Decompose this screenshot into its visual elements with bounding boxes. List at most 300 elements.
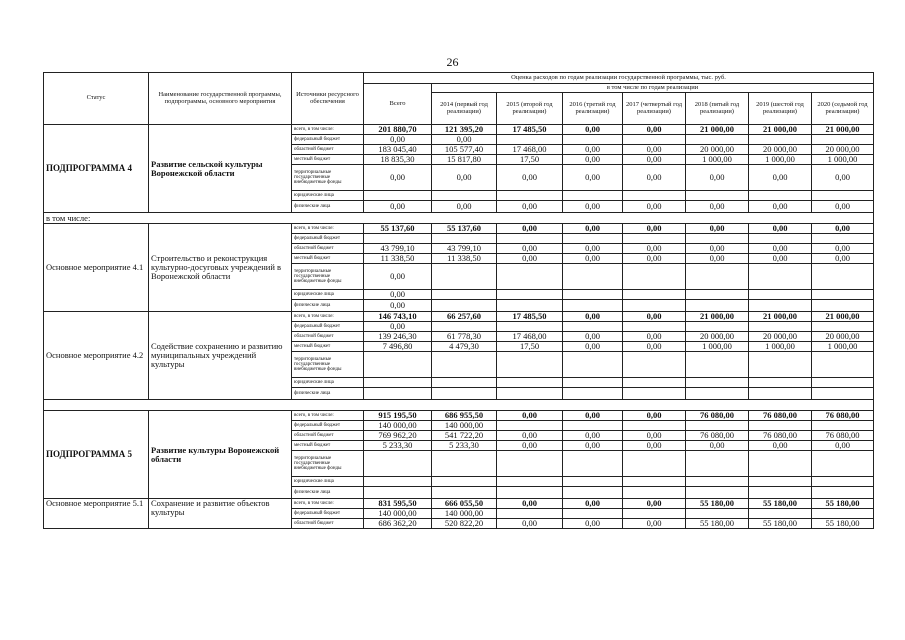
header-status: Статус — [44, 73, 149, 125]
table-row — [44, 411, 874, 421]
value-cell — [749, 290, 812, 300]
in-that-number: в том числе: — [44, 213, 874, 224]
header-year: 2018 (пятый год реализации) — [686, 93, 749, 125]
value-cell: 831 595,50 — [364, 499, 432, 509]
header-year: 2020 (седьмой год реализации) — [812, 93, 874, 125]
source-label: физические лица — [292, 201, 364, 213]
value-cell: 121 395,20 — [432, 125, 497, 135]
value-cell — [749, 264, 812, 290]
header-total: Всего — [364, 84, 432, 125]
value-cell — [749, 191, 812, 201]
value-cell: 15 817,80 — [432, 155, 497, 165]
value-cell: 55 180,00 — [686, 499, 749, 509]
value-cell — [686, 378, 749, 388]
value-cell: 0,00 — [497, 224, 563, 234]
value-cell — [364, 487, 432, 499]
value-cell — [432, 290, 497, 300]
value-cell: 0,00 — [364, 201, 432, 213]
source-label: всего, в том числе: — [292, 312, 364, 322]
value-cell — [749, 300, 812, 312]
value-cell: 20 000,00 — [749, 332, 812, 342]
value-cell: 0,00 — [686, 201, 749, 213]
value-cell: 0,00 — [749, 244, 812, 254]
source-label: юридические лица — [292, 191, 364, 201]
value-cell — [432, 234, 497, 244]
value-cell — [623, 388, 686, 400]
value-cell: 11 338,50 — [432, 254, 497, 264]
value-cell: 0,00 — [364, 165, 432, 191]
value-cell — [812, 234, 874, 244]
value-cell — [623, 290, 686, 300]
value-cell: 17 485,50 — [497, 125, 563, 135]
value-cell: 0,00 — [432, 165, 497, 191]
value-cell — [563, 388, 623, 400]
value-cell: 0,00 — [623, 224, 686, 234]
value-cell — [812, 421, 874, 431]
value-cell — [623, 477, 686, 487]
value-cell: 0,00 — [563, 125, 623, 135]
value-cell: 0,00 — [497, 244, 563, 254]
value-cell — [686, 388, 749, 400]
value-cell: 55 180,00 — [749, 519, 812, 529]
value-cell: 20 000,00 — [686, 332, 749, 342]
value-cell — [563, 135, 623, 145]
value-cell — [812, 388, 874, 400]
value-cell: 0,00 — [749, 224, 812, 234]
value-cell — [497, 234, 563, 244]
value-cell — [749, 509, 812, 519]
value-cell: 0,00 — [623, 499, 686, 509]
value-cell: 55 137,60 — [432, 224, 497, 234]
value-cell — [623, 487, 686, 499]
value-cell — [623, 264, 686, 290]
value-cell: 140 000,00 — [364, 509, 432, 519]
value-cell: 20 000,00 — [812, 332, 874, 342]
value-cell: 0,00 — [563, 224, 623, 234]
value-cell — [749, 135, 812, 145]
value-cell — [749, 378, 812, 388]
block-status: Основное мероприятие 4.2 — [44, 312, 149, 400]
value-cell: 686 955,50 — [432, 411, 497, 421]
value-cell — [497, 290, 563, 300]
source-label: местный бюджет — [292, 155, 364, 165]
value-cell — [686, 451, 749, 477]
value-cell — [364, 451, 432, 477]
value-cell: 0,00 — [563, 519, 623, 529]
value-cell — [812, 300, 874, 312]
value-cell: 0,00 — [563, 431, 623, 441]
value-cell: 1 000,00 — [812, 155, 874, 165]
value-cell: 0,00 — [812, 254, 874, 264]
value-cell — [563, 421, 623, 431]
value-cell — [623, 234, 686, 244]
value-cell — [364, 352, 432, 378]
value-cell: 0,00 — [812, 244, 874, 254]
value-cell — [432, 352, 497, 378]
value-cell: 0,00 — [497, 499, 563, 509]
value-cell — [563, 234, 623, 244]
source-label: территориальные государственные внебюджетные фонды — [292, 451, 364, 477]
value-cell: 140 000,00 — [432, 509, 497, 519]
value-cell: 1 000,00 — [812, 342, 874, 352]
value-cell: 55 137,60 — [364, 224, 432, 234]
value-cell: 1 000,00 — [686, 342, 749, 352]
value-cell — [812, 290, 874, 300]
value-cell: 0,00 — [749, 201, 812, 213]
block-status: Основное мероприятие 4.1 — [44, 224, 149, 312]
value-cell: 0,00 — [749, 254, 812, 264]
value-cell: 0,00 — [497, 431, 563, 441]
source-label: местный бюджет — [292, 342, 364, 352]
source-label: всего, в том числе: — [292, 499, 364, 509]
value-cell — [749, 322, 812, 332]
source-label: федеральный бюджет — [292, 135, 364, 145]
value-cell: 0,00 — [563, 145, 623, 155]
source-label: территориальные государственные внебюджетные фонды — [292, 264, 364, 290]
value-cell: 520 822,20 — [432, 519, 497, 529]
value-cell: 0,00 — [623, 312, 686, 322]
value-cell: 0,00 — [812, 165, 874, 191]
value-cell — [364, 234, 432, 244]
value-cell — [497, 322, 563, 332]
value-cell — [364, 477, 432, 487]
source-label: юридические лица — [292, 378, 364, 388]
source-label: областной бюджет — [292, 431, 364, 441]
value-cell: 21 000,00 — [686, 125, 749, 135]
header-year: 2019 (шестой год реализации) — [749, 93, 812, 125]
value-cell — [623, 378, 686, 388]
value-cell — [812, 322, 874, 332]
value-cell — [364, 378, 432, 388]
value-cell: 43 799,10 — [364, 244, 432, 254]
value-cell — [686, 264, 749, 290]
value-cell: 4 479,30 — [432, 342, 497, 352]
value-cell: 21 000,00 — [749, 125, 812, 135]
value-cell: 0,00 — [563, 342, 623, 352]
value-cell: 0,00 — [432, 135, 497, 145]
value-cell — [812, 451, 874, 477]
block-name: Содействие сохранению и развитию муниципальных учреждений культуры — [149, 312, 292, 400]
source-label: всего, в том числе: — [292, 224, 364, 234]
value-cell — [749, 421, 812, 431]
value-cell: 0,00 — [563, 411, 623, 421]
value-cell: 201 880,70 — [364, 125, 432, 135]
value-cell — [686, 322, 749, 332]
header-incl-years: в том числе по годам реализации — [432, 84, 874, 93]
block-name: Развитие культуры Воронежской области — [149, 411, 292, 499]
source-label: территориальные государственные внебюджетные фонды — [292, 165, 364, 191]
value-cell — [686, 509, 749, 519]
value-cell: 0,00 — [749, 441, 812, 451]
value-cell: 17,50 — [497, 155, 563, 165]
block-name: Строительство и реконструкция культурно-досуговых учреждений в Воронежской области — [149, 224, 292, 312]
source-label: федеральный бюджет — [292, 509, 364, 519]
value-cell: 20 000,00 — [749, 145, 812, 155]
value-cell — [686, 290, 749, 300]
value-cell: 0,00 — [623, 155, 686, 165]
value-cell: 17,50 — [497, 342, 563, 352]
value-cell — [749, 234, 812, 244]
value-cell — [432, 487, 497, 499]
source-label: всего, в том числе: — [292, 125, 364, 135]
source-label: областной бюджет — [292, 519, 364, 529]
value-cell — [563, 378, 623, 388]
value-cell: 0,00 — [563, 312, 623, 322]
source-label: областной бюджет — [292, 145, 364, 155]
block-status: ПОДПРОГРАММА 5 — [44, 411, 149, 499]
value-cell: 0,00 — [364, 322, 432, 332]
value-cell: 1 000,00 — [686, 155, 749, 165]
value-cell: 146 743,10 — [364, 312, 432, 322]
value-cell — [563, 509, 623, 519]
value-cell — [432, 264, 497, 290]
value-cell: 55 180,00 — [686, 519, 749, 529]
value-cell — [364, 191, 432, 201]
value-cell: 76 080,00 — [749, 431, 812, 441]
value-cell: 0,00 — [686, 254, 749, 264]
value-cell — [623, 135, 686, 145]
table-row — [44, 125, 874, 135]
value-cell: 0,00 — [623, 244, 686, 254]
header-year: 2016 (третий год реализации) — [563, 93, 623, 125]
value-cell: 5 233,30 — [364, 441, 432, 451]
header-year: 2015 (второй год реализации) — [497, 93, 563, 125]
value-cell — [686, 487, 749, 499]
value-cell: 76 080,00 — [686, 411, 749, 421]
value-cell — [497, 191, 563, 201]
value-cell — [623, 322, 686, 332]
value-cell — [563, 191, 623, 201]
value-cell: 0,00 — [497, 201, 563, 213]
value-cell — [812, 264, 874, 290]
value-cell — [497, 135, 563, 145]
value-cell — [563, 300, 623, 312]
value-cell: 17 468,00 — [497, 145, 563, 155]
value-cell: 0,00 — [364, 264, 432, 290]
value-cell: 61 778,30 — [432, 332, 497, 342]
value-cell: 0,00 — [686, 441, 749, 451]
value-cell — [563, 451, 623, 477]
value-cell — [623, 509, 686, 519]
value-cell: 18 835,30 — [364, 155, 432, 165]
value-cell — [497, 388, 563, 400]
value-cell — [749, 487, 812, 499]
value-cell: 7 496,80 — [364, 342, 432, 352]
value-cell: 0,00 — [812, 201, 874, 213]
table-row — [44, 213, 874, 224]
value-cell: 105 577,40 — [432, 145, 497, 155]
source-label: областной бюджет — [292, 332, 364, 342]
value-cell — [497, 300, 563, 312]
value-cell — [623, 352, 686, 378]
value-cell: 0,00 — [686, 165, 749, 191]
table-row — [44, 224, 874, 234]
value-cell: 915 195,50 — [364, 411, 432, 421]
source-label: юридические лица — [292, 477, 364, 487]
source-label: федеральный бюджет — [292, 234, 364, 244]
value-cell — [686, 352, 749, 378]
scan-divider — [44, 400, 874, 411]
value-cell: 0,00 — [563, 332, 623, 342]
value-cell: 0,00 — [686, 224, 749, 234]
value-cell: 541 722,20 — [432, 431, 497, 441]
value-cell — [497, 451, 563, 477]
value-cell — [749, 477, 812, 487]
value-cell: 55 180,00 — [812, 519, 874, 529]
value-cell: 769 962,20 — [364, 431, 432, 441]
value-cell — [563, 477, 623, 487]
value-cell — [686, 477, 749, 487]
value-cell — [812, 487, 874, 499]
source-label: местный бюджет — [292, 254, 364, 264]
value-cell: 666 055,50 — [432, 499, 497, 509]
source-label: юридические лица — [292, 290, 364, 300]
value-cell: 0,00 — [812, 224, 874, 234]
value-cell: 20 000,00 — [686, 145, 749, 155]
value-cell — [812, 477, 874, 487]
value-cell: 0,00 — [623, 519, 686, 529]
value-cell — [749, 388, 812, 400]
header-estimate: Оценка расходов по годам реализации государственной программы, тыс. руб. — [364, 73, 874, 84]
value-cell — [563, 290, 623, 300]
source-label: местный бюджет — [292, 441, 364, 451]
value-cell — [432, 191, 497, 201]
value-cell — [812, 378, 874, 388]
value-cell — [432, 322, 497, 332]
source-label: физические лица — [292, 487, 364, 499]
value-cell — [563, 352, 623, 378]
value-cell: 0,00 — [623, 441, 686, 451]
value-cell — [812, 509, 874, 519]
value-cell — [432, 451, 497, 477]
value-cell: 76 080,00 — [812, 431, 874, 441]
value-cell: 0,00 — [497, 441, 563, 451]
source-label: областной бюджет — [292, 244, 364, 254]
value-cell: 0,00 — [623, 201, 686, 213]
block-status: ПОДПРОГРАММА 4 — [44, 125, 149, 213]
value-cell: 0,00 — [497, 165, 563, 191]
value-cell: 0,00 — [623, 332, 686, 342]
header-name: Наименование государственной программы, подпрограммы, основного мероприятия — [149, 73, 292, 125]
source-label: территориальные государственные внебюджетные фонды — [292, 352, 364, 378]
value-cell: 0,00 — [563, 499, 623, 509]
source-label: федеральный бюджет — [292, 421, 364, 431]
table-row — [44, 312, 874, 322]
table-row — [44, 400, 874, 411]
value-cell: 17 485,50 — [497, 312, 563, 322]
table-body — [44, 125, 874, 529]
value-cell — [497, 264, 563, 290]
value-cell — [686, 300, 749, 312]
value-cell: 1 000,00 — [749, 155, 812, 165]
value-cell: 0,00 — [749, 165, 812, 191]
value-cell: 76 080,00 — [812, 411, 874, 421]
value-cell: 0,00 — [497, 411, 563, 421]
value-cell — [623, 421, 686, 431]
value-cell: 21 000,00 — [686, 312, 749, 322]
value-cell: 0,00 — [563, 165, 623, 191]
source-label: всего, в том числе: — [292, 411, 364, 421]
value-cell: 0,00 — [623, 411, 686, 421]
value-cell — [749, 451, 812, 477]
value-cell — [623, 451, 686, 477]
value-cell: 0,00 — [497, 519, 563, 529]
header-year: 2014 (первый год реализации) — [432, 93, 497, 125]
block-status: Основное мероприятие 5.1 — [44, 499, 149, 529]
header-source: Источники ресурсного обеспечения — [292, 73, 364, 125]
value-cell: 1 000,00 — [749, 342, 812, 352]
value-cell: 20 000,00 — [812, 145, 874, 155]
value-cell — [432, 378, 497, 388]
value-cell: 0,00 — [432, 201, 497, 213]
value-cell — [432, 300, 497, 312]
value-cell: 76 080,00 — [749, 411, 812, 421]
value-cell — [497, 352, 563, 378]
value-cell: 0,00 — [623, 431, 686, 441]
page-number: 26 — [446, 55, 459, 69]
source-label: физические лица — [292, 300, 364, 312]
value-cell — [497, 421, 563, 431]
value-cell — [686, 135, 749, 145]
value-cell: 686 362,20 — [364, 519, 432, 529]
value-cell: 139 246,30 — [364, 332, 432, 342]
value-cell: 17 468,00 — [497, 332, 563, 342]
value-cell: 11 338,50 — [364, 254, 432, 264]
value-cell — [497, 509, 563, 519]
value-cell — [686, 421, 749, 431]
value-cell: 0,00 — [563, 201, 623, 213]
value-cell: 0,00 — [364, 135, 432, 145]
value-cell: 0,00 — [364, 300, 432, 312]
value-cell — [364, 388, 432, 400]
value-cell: 0,00 — [623, 125, 686, 135]
value-cell — [497, 477, 563, 487]
value-cell: 0,00 — [563, 155, 623, 165]
value-cell: 140 000,00 — [432, 421, 497, 431]
value-cell: 0,00 — [623, 254, 686, 264]
value-cell: 0,00 — [497, 254, 563, 264]
value-cell: 21 000,00 — [749, 312, 812, 322]
value-cell — [812, 135, 874, 145]
value-cell — [812, 191, 874, 201]
value-cell — [812, 352, 874, 378]
value-cell: 0,00 — [623, 165, 686, 191]
source-label: федеральный бюджет — [292, 322, 364, 332]
value-cell: 66 257,60 — [432, 312, 497, 322]
value-cell: 21 000,00 — [812, 312, 874, 322]
value-cell — [497, 378, 563, 388]
value-cell: 0,00 — [364, 290, 432, 300]
value-cell: 0,00 — [563, 254, 623, 264]
table-row — [44, 499, 874, 509]
value-cell: 43 799,10 — [432, 244, 497, 254]
budget-table — [43, 72, 874, 529]
value-cell — [686, 234, 749, 244]
value-cell: 183 045,40 — [364, 145, 432, 155]
value-cell — [432, 388, 497, 400]
value-cell — [686, 191, 749, 201]
header-year: 2017 (четвертый год реализации) — [623, 93, 686, 125]
value-cell: 0,00 — [812, 441, 874, 451]
value-cell: 0,00 — [686, 244, 749, 254]
block-name: Развитие сельской культуры Воронежской области — [149, 125, 292, 213]
value-cell: 76 080,00 — [686, 431, 749, 441]
value-cell — [749, 352, 812, 378]
value-cell — [497, 487, 563, 499]
value-cell — [563, 487, 623, 499]
value-cell: 0,00 — [623, 342, 686, 352]
value-cell: 140 000,00 — [364, 421, 432, 431]
